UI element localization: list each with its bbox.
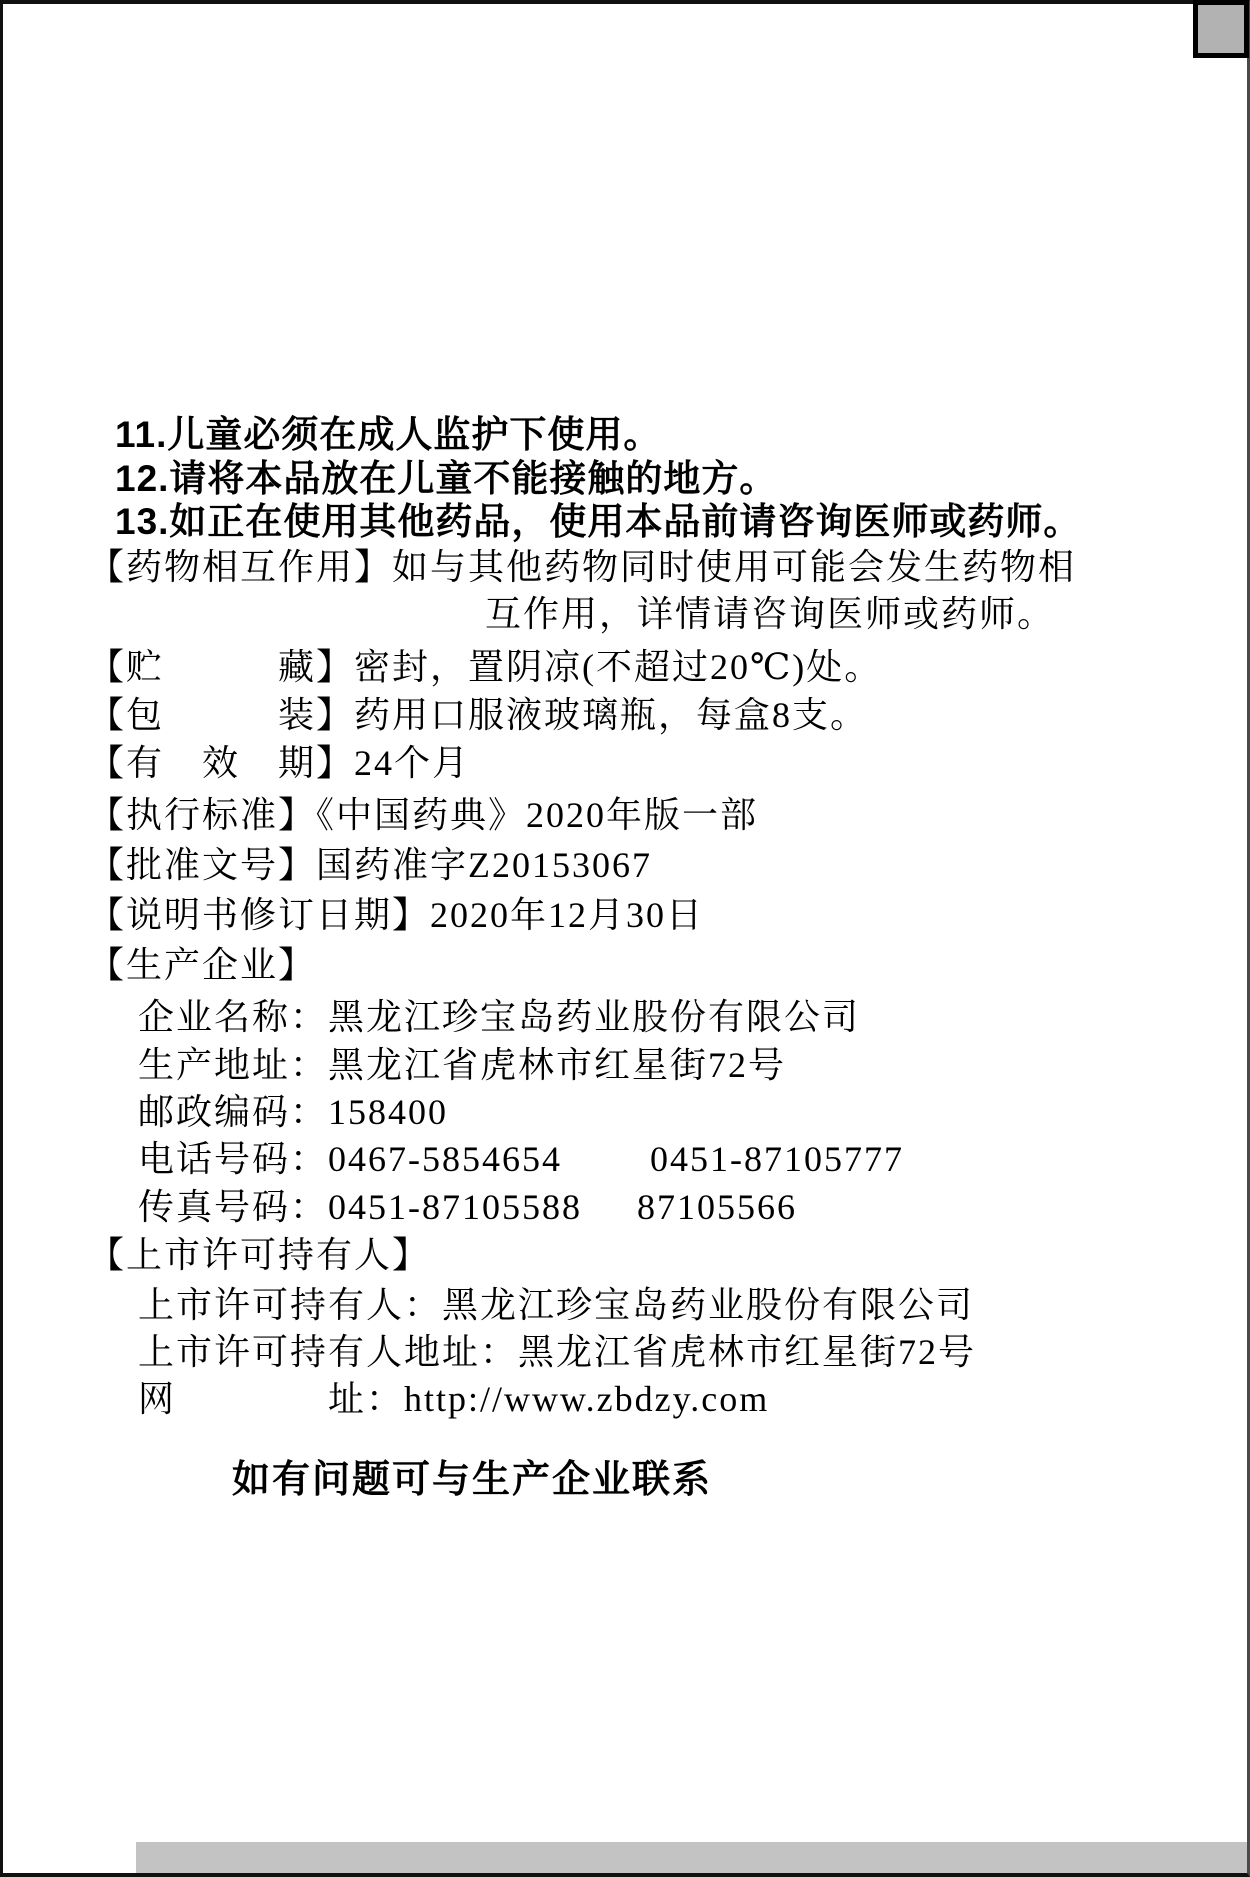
storage-line: 【贮 藏】密封，置阴凉(不超过20℃)处。 bbox=[88, 647, 883, 687]
approval-number-line: 【批准文号】国药准字Z20153067 bbox=[88, 845, 652, 885]
mah-section-header: 【上市许可持有人】 bbox=[88, 1235, 431, 1275]
mah-address-line: 上市许可持有人地址：黑龙江省虎林市红星街72号 bbox=[138, 1332, 977, 1372]
mah-website-line: 网 址：http://www.zbdzy.com bbox=[138, 1379, 770, 1419]
manufacturer-address-line: 生产地址：黑龙江省虎林市红星街72号 bbox=[138, 1045, 787, 1085]
manufacturer-section-header: 【生产企业】 bbox=[88, 945, 317, 985]
bottom-scan-band bbox=[136, 1842, 1250, 1877]
precaution-item-12: 12.请将本品放在儿童不能接触的地方。 bbox=[115, 458, 778, 499]
corner-registration-square bbox=[1193, 0, 1249, 58]
manufacturer-name-line: 企业名称：黑龙江珍宝岛药业股份有限公司 bbox=[138, 997, 861, 1037]
validity-period-line: 【有 效 期】24个月 bbox=[88, 743, 471, 783]
manufacturer-fax-line: 传真号码：0451-87105588 87105566 bbox=[138, 1187, 797, 1227]
precaution-item-13: 13.如正在使用其他药品，使用本品前请咨询医师或药师。 bbox=[115, 501, 1082, 542]
drug-interaction-line-1: 【药物相互作用】如与其他药物同时使用可能会发生药物相 bbox=[88, 547, 1077, 587]
packaging-line: 【包 装】药用口服液玻璃瓶，每盒8支。 bbox=[88, 695, 869, 735]
drug-interaction-line-2: 互作用，详情请咨询医师或药师。 bbox=[485, 594, 1056, 634]
manufacturer-postcode-line: 邮政编码：158400 bbox=[138, 1092, 449, 1132]
executive-standard-line: 【执行标准】《中国药典》2020年版一部 bbox=[88, 795, 759, 835]
mah-holder-line: 上市许可持有人：黑龙江珍宝岛药业股份有限公司 bbox=[138, 1285, 975, 1325]
manufacturer-phone-line: 电话号码：0467-5854654 0451-87105777 bbox=[138, 1139, 904, 1179]
precaution-item-11: 11.儿童必须在成人监护下使用。 bbox=[115, 414, 662, 455]
contact-note-line: 如有问题可与生产企业联系 bbox=[232, 1459, 713, 1501]
revision-date-line: 【说明书修订日期】2020年12月30日 bbox=[88, 895, 705, 935]
